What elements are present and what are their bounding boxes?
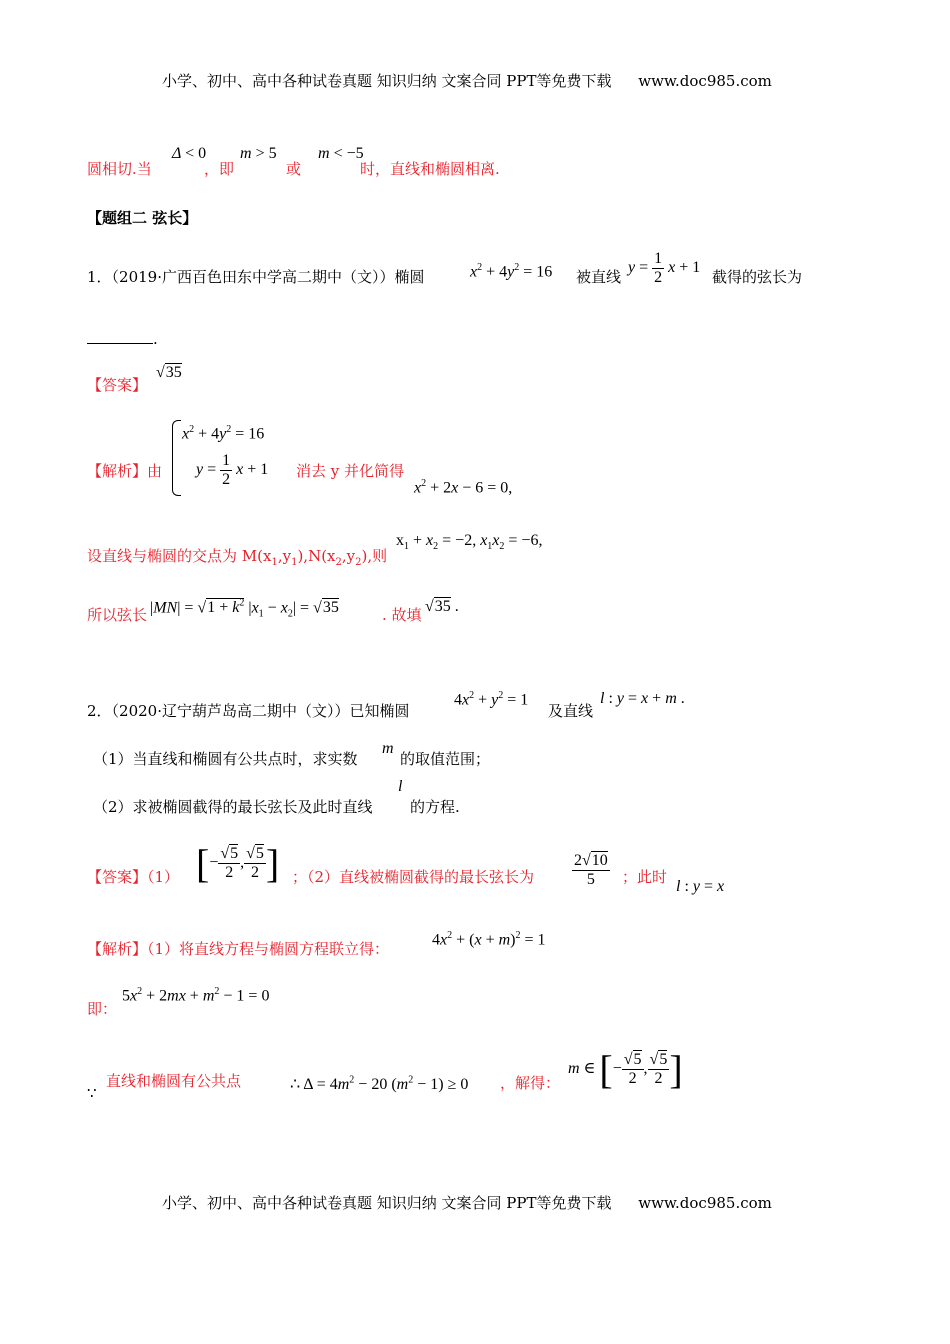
footer-url: www.doc985.com [638,1194,772,1212]
q2-quadratic: $5x^2 + 2mx + m^2 - 1 = 0$ [122,986,270,1005]
q2-ellipse-eq: $4x^2 + y^2 = 1$ [454,690,529,709]
page-header [162,70,772,91]
q2-solve: ，解得： [500,1074,561,1092]
header-url: www.doc985.com [638,72,772,90]
q2-part1: （1）当直线和椭圆有公共点时，求实数 [93,750,358,768]
q1-system-eq2: y = $\frac{1}{2}$ x + 1 [196,452,269,488]
q1-vieta: $x_1 + x_2 = -2$, $x_1x_2 = -6$, [396,532,543,553]
q1-chord-formula: $|MN| = √1 + k^2$ $|x_1 - x_2| = √35$ [150,598,339,620]
q1-stem: 1．（2019·广西百色田东中学高二期中（文））椭圆 [87,268,425,286]
line0-end: 时，直线和椭圆相离. [360,160,500,178]
q2-stem: 2．（2020·辽宁葫芦岛高二期中（文））已知椭圆 [87,702,410,720]
section-title: 【题组二 弦长】 [87,209,198,227]
header-text: 小学、初中、高中各种试卷真题 知识归纳 文案合同 PPT等免费下载 [162,72,612,90]
q2-ans3: ；此时 [622,868,668,886]
q2-ji: 即： [87,1000,118,1018]
q2-answer: 【答案】（1） [87,868,180,886]
q1-stem3: 截得的弦长为 [712,268,803,286]
q2-solution-interval: m ∈ [− $\frac{√5}{2}$ , $\frac{√5}{2}$ ] [568,1047,683,1092]
page-footer [162,1192,772,1213]
q2-part2: （2）求被椭圆截得的最长弦长及此时直线 [93,798,373,816]
q1-system-eq1: $x^2 + 4y^2 = 16$ [182,424,265,443]
q1-answer-value: √35 [156,364,182,381]
q2-m-symbol: m [382,740,394,757]
q2-analysis: 【解析】（1）将直线方程与椭圆方程联立得： [87,940,390,958]
q1-intersect: 设直线与椭圆的交点为 $M(x_1,y_1),N(x_2,y_2)$,则 [87,547,388,568]
q2-common: 直线和椭圆有公共点 [106,1072,242,1090]
q2-part1b: 的取值范围； [400,750,491,768]
q1-system-brace [172,420,181,496]
line-tangent-conclusion: 圆相切.当 [87,160,152,178]
q2-line-result: l : y = x [676,878,725,895]
q1-blank: . [87,330,158,348]
q1-eliminate: 消去 y 并化简得 [296,462,405,480]
q2-discriminant: ∴ $\Delta = 4m^2 - 20$ $(m^2 - 1) \ge 0$ [290,1074,469,1093]
q1-chord: 所以弦长 [87,606,148,624]
m-gt-5: m > 5 [240,145,277,162]
q1-ellipse-eq: $x^2 + 4y^2 = 16$ [470,262,553,281]
q2-l-symbol: l [398,778,403,795]
footer-text: 小学、初中、高中各种试卷真题 知识归纳 文案合同 PPT等免费下载 [162,1194,612,1212]
q1-answer-label: 【答案】 [87,376,148,394]
q1-fill-value: √35 . [425,598,459,615]
line0-ji: ，即 [204,160,235,178]
q1-quadratic: $x^2 + 2x - 6 = 0$, [414,478,513,497]
q2-answer-interval: [− $\frac{√5}{2}$ , $\frac{√5}{2}$ ] [196,841,280,886]
q2-stem2: 及直线 [548,702,594,720]
q2-part2b: 的方程. [410,798,460,816]
q1-analysis-label: 【解析】由 [87,462,163,480]
q2-ans2: ；（2）直线被椭圆截得的最长弦长为 [292,868,535,886]
therefore-dots: ∵ [87,1084,97,1102]
line0-huo: 或 [286,160,302,178]
m-lt-neg5: m < −5 [318,145,364,162]
q2-longest-chord: $\frac{2√10}{5}$ [574,852,608,888]
q1-line-eq: y = $\frac{1}{2}$ x + 1 [628,250,701,286]
q2-combined-eq: $4x^2 + (x + m)^2 = 1$ [432,930,546,949]
q1-fill: . 故填 [382,606,422,624]
delta-lt-zero: Δ < 0 [172,145,207,162]
q1-stem2: 被直线 [576,268,622,286]
q2-line-eq: l : y = x + m . [600,690,685,707]
